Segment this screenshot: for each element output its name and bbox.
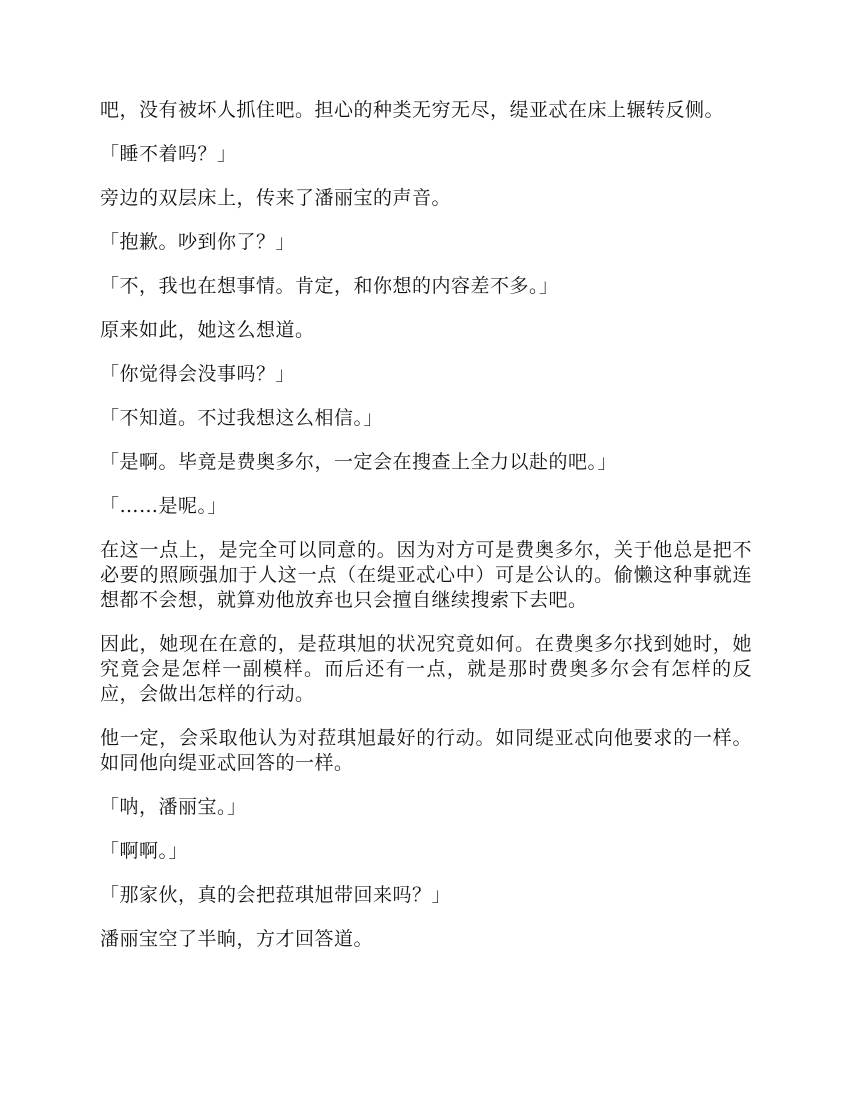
dialogue-line: 「不，我也在想事情。肯定，和你想的内容差不多。」 <box>100 275 559 297</box>
dialogue-line: 「你觉得会没事吗？」 <box>100 363 296 385</box>
dialogue-line: 「……是呢。」 <box>100 495 228 517</box>
dialogue-line: 「那家伙，真的会把菈琪旭带回来吗？」 <box>100 884 452 906</box>
paragraph: 旁边的双层床上，传来了潘丽宝的声音。 <box>100 187 452 209</box>
document-page <box>100 98 752 971</box>
paragraph: 吧，没有被坏人抓住吧。担心的种类无穷无尽，缇亚忒在床上辗转反侧。 <box>100 99 725 121</box>
dialogue-line: 「是啊。毕竟是费奥多尔，一定会在搜查上全力以赴的吧。」 <box>100 451 618 473</box>
paragraph: 在这一点上，是完全可以同意的。因为对方可是费奥多尔，关于他总是把不必要的照顾强加于人这一点（在缇亚忒心中）可是公认的。偷懒这种事就连想都不会想，就算劝他放弃也只会擅自继续搜索下去吧。 <box>100 539 752 611</box>
paragraph: 他一定，会采取他认为对菈琪旭最好的行动。如同缇亚忒向他要求的一样。如同他向缇亚忒回答的一样。 <box>100 727 752 774</box>
dialogue-line: 「不知道。不过我想这么相信。」 <box>100 407 384 429</box>
dialogue-line: 「呐，潘丽宝。」 <box>100 796 247 818</box>
dialogue-line: 「抱歉。吵到你了？」 <box>100 231 296 253</box>
dialogue-line: 「睡不着吗？」 <box>100 143 237 165</box>
paragraph: 原来如此，她这么想道。 <box>100 319 315 341</box>
paragraph: 潘丽宝空了半晌，方才回答道。 <box>100 928 374 950</box>
dialogue-line: 「啊啊。」 <box>100 840 189 862</box>
paragraph: 因此，她现在在意的，是菈琪旭的状况究竟如何。在费奥多尔找到她时，她究竟会是怎样一副模样。而后还有一点，就是那时费奥多尔会有怎样的反应，会做出怎样的行动。 <box>100 633 752 705</box>
